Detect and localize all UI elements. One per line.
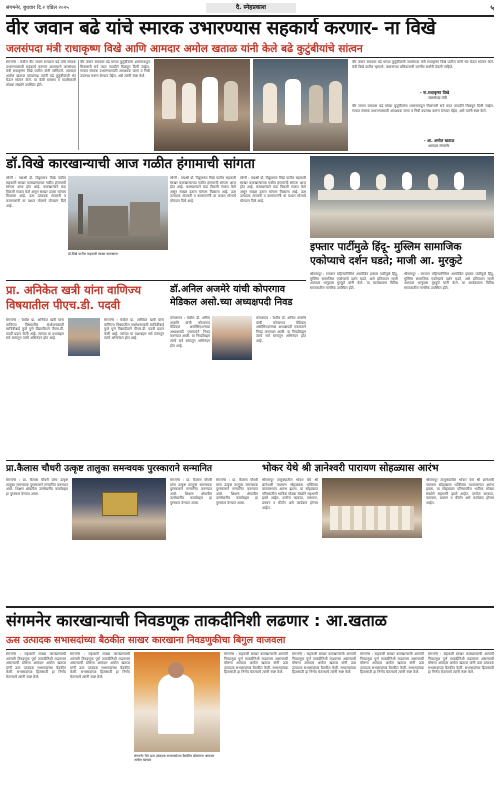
story8-caption: संगमनेर येथे ऊस उत्पादक सभासदांच्या बैठकीत बोलताना आमदार अमोल खताळ [134, 754, 215, 762]
story1-headline: वीर जवान बढे यांचे स्मारक उभारण्यास सहकार्य करणार- ना विखे [6, 18, 436, 39]
section-rule-1 [6, 153, 494, 154]
quote-role-2: आमदार संगमनेर [428, 144, 450, 148]
story3-body-col2: श्रीरामपूर : रमजान महिन्यानिमित्त आयोजित इफ्तार पार्टीमुळे हिंदू-मुस्लिम सामाजिक एकोप्याचे दर्शन घडते, असे प्रतिपादन माजी आमदार भानुदास मुरकुटे यांनी केले. या कार्यक्रमास विविध समाजातील नागरिक उपस्थित होते. [404, 272, 494, 290]
masthead [6, 3, 494, 14]
story8-body-col1: संगमनेर : सहकारी साखर कारखान्याची आगामी निवडणूक पूर्ण ताकदीनिशी लढवणार असल्याची घोषणा आमदार अमोल खताळ यांनी ऊस उत्पादक सभासदांच्या बैठकीत केली. सभासदांच्या हितासाठी हा निर्णय घेतल्याचे त्यांनी स्पष्ट केले. [6, 652, 66, 679]
story2-factory-photo [68, 176, 168, 250]
story6-body-col2: संगमनेर : प्रा. कैलास चौधरी यांना उत्कृष्ट तालुका समन्वयक पुरस्काराने सन्मानित करण्यात आले. शिक्षण क्षेत्रातील उल्लेखनीय कार्याबद्दल हा पुरस्कार देण्यात आला. [170, 478, 212, 505]
story2-headline: डॉ.विखे कारखान्याची आज गळीत हंगामाची सांगता [6, 156, 255, 172]
story7-body-col1: श्रीरामपूर तालुक्यातील भोकर येथे श्री ज्ञानेश्वरी पारायण सोहळ्यास भक्तिमय वातावरणात आरंभ झाला. या सोहळ्यात परिसरातील भाविक मोठ्या संख्येने सहभागी झाले आहेत. दररोज काकडा, पारायण, प्रवचन व कीर्तन असे कार्यक्रम होणार आहेत. [262, 478, 318, 510]
story8-headline: संगमनेर कारखान्याची निवडणूक ताकदीनिशी लढणार : आ.खताळ [6, 611, 387, 630]
story4-headline: प्रा. अनिकेत खत्री यांना वाणिज्य विषयातील पीएच.डी. पदवी [6, 283, 142, 312]
story8-body-col6: संगमनेर : सहकारी साखर कारखान्याची आगामी निवडणूक पूर्ण ताकदीनिशी लढवणार असल्याची घोषणा आमदार अमोल खताळ यांनी ऊस उत्पादक सभासदांच्या बैठकीत केली. सभासदांच्या हितासाठी हा निर्णय घेतल्याचे त्यांनी स्पष्ट केले. [428, 652, 494, 675]
masthead-rule [6, 15, 494, 17]
page-number: ५ [490, 4, 494, 12]
story5-portrait [212, 316, 252, 360]
story2-caption: डॉ.विखे पाटील सहकारी साखर कारखाना [68, 252, 118, 256]
story7-headline: भोकर येथे श्री ज्ञानेश्वरी पारायण सोहळ्यास आरंभ [262, 463, 439, 474]
story6-body-col3: संगमनेर : प्रा. कैलास चौधरी यांना उत्कृष्ट तालुका समन्वयक पुरस्काराने सन्मानित करण्यात आले. शिक्षण क्षेत्रातील उल्लेखनीय कार्याबद्दल हा पुरस्कार देण्यात आला. [216, 478, 258, 505]
section-rule-4 [6, 606, 494, 608]
story6-body-col1: संगमनेर : प्रा. कैलास चौधरी यांना उत्कृष्ट तालुका समन्वयक पुरस्काराने सन्मानित करण्यात आले. शिक्षण क्षेत्रातील उल्लेखनीय कार्याबद्दल हा पुरस्कार देण्यात आला. [6, 478, 68, 496]
story8-body-col4: संगमनेर : सहकारी साखर कारखान्याची आगामी निवडणूक पूर्ण ताकदीनिशी लढवणार असल्याची घोषणा आमदार अमोल खताळ यांनी ऊस उत्पादक सभासदांच्या बैठकीत केली. सभासदांच्या हितासाठी हा निर्णय घेतल्याचे त्यांनी स्पष्ट केले. [292, 652, 356, 675]
quote-author-1: - ना.राधाकृष्ण विखे [420, 90, 450, 95]
story4-body: संगमनेर : येथील प्रा. अनिकेत खत्री यांना वाणिज्य विषयातील संशोधनासाठी सावित्रीबाई फुले पुणे विद्यापीठाने पीएच.डी. पदवी प्रदान केली आहे. त्यांच्या या यशाबद्दल सर्व स्तरातून त्यांचे अभिनंदन होत आहे. [6, 318, 64, 341]
story1-rule [6, 57, 494, 58]
story1-body-col2: वीर जवान रामदास बढे यांच्या कुटुंबीयांना शासनाकडून मिळणारी सर्व मदत तातडीने मिळवून दिली जाईल. गावात स्मारक उभारण्यासाठी आवश्यक जागा व निधी उपलब्ध करून देण्यात येईल, असे त्यांनी स्पष्ट केले. [80, 60, 150, 78]
story1-photo-1 [154, 59, 250, 151]
story8-subhead: ऊस उत्पादक सभासदांच्या बैठकीत साखर कारखाना निवडणुकीचा बिगुल वाजवला [6, 635, 286, 646]
story4-portrait [68, 318, 100, 356]
story3-body-col1: श्रीरामपूर : रमजान महिन्यानिमित्त आयोजित इफ्तार पार्टीमुळे हिंदू-मुस्लिम सामाजिक एकोप्याचे दर्शन घडते, असे प्रतिपादन माजी आमदार भानुदास मुरकुटे यांनी केले. या कार्यक्रमास विविध समाजातील नागरिक उपस्थित होते. [310, 272, 398, 290]
story3-headline: इफ्तार पार्टीमुळे हिंदू- मुस्लिम सामाजिक एकोप्याचे दर्शन घडते; माजी आ. मुरकुटे [310, 241, 463, 267]
masthead-date: संगमनेर, बुधवार दि.२ एप्रिल २०२५ [6, 5, 69, 11]
story5-body-col1: कोपरगाव : येथील डॉ. अनिल अजमेरे यांची कोपरगाव मेडिकल असोसिएशनच्या अध्यक्षपदी एकमताने निवड करण्यात आली. या निवडीबद्दल त्यांचे सर्व स्तरातून अभिनंदन होत आहे. [170, 316, 210, 348]
story8-rule [6, 649, 494, 650]
story5-headline: डॉ.अनिल अजमेरे यांची कोपरगाव मेडिकल असो.च्या अध्यक्षपदी निवड [170, 284, 293, 308]
story5-body-col2: कोपरगाव : येथील डॉ. अनिल अजमेरे यांची कोपरगाव मेडिकल असोसिएशनच्या अध्यक्षपदी एकमताने निवड करण्यात आली. या निवडीबद्दल त्यांचे सर्व स्तरातून अभिनंदन होत आहे. [256, 316, 306, 343]
col-divider [78, 60, 79, 150]
story1-sidebar-2: वीर जवान रामदास बढे यांच्या कुटुंबीयांना शासनाकडून मिळणारी सर्व मदत तातडीने मिळवून दिली जाईल. गावात स्मारक उभारण्यासाठी आवश्यक जागा व निधी उपलब्ध करून देण्यात येईल, असे त्यांनी स्पष्ट केले. [352, 104, 494, 113]
story7-photo [322, 478, 422, 538]
story3-iftar-photo [310, 156, 494, 238]
story8-body-col2: संगमनेर : सहकारी साखर कारखान्याची आगामी निवडणूक पूर्ण ताकदीनिशी लढवणार असल्याची घोषणा आमदार अमोल खताळ यांनी ऊस उत्पादक सभासदांच्या बैठकीत केली. सभासदांच्या हितासाठी हा निर्णय घेतल्याचे त्यांनी स्पष्ट केले. [70, 652, 130, 679]
story8-body-col3: संगमनेर : सहकारी साखर कारखान्याची आगामी निवडणूक पूर्ण ताकदीनिशी लढवणार असल्याची घोषणा आमदार अमोल खताळ यांनी ऊस उत्पादक सभासदांच्या बैठकीत केली. सभासदांच्या हितासाठी हा निर्णय घेतल्याचे त्यांनी स्पष्ट केले. [224, 652, 288, 675]
story7-body-col2: श्रीरामपूर तालुक्यातील भोकर येथे श्री ज्ञानेश्वरी पारायण सोहळ्यास भक्तिमय वातावरणात आरंभ झाला. या सोहळ्यात परिसरातील भाविक मोठ्या संख्येने सहभागी झाले आहेत. दररोज काकडा, पारायण, प्रवचन व कीर्तन असे कार्यक्रम होणार आहेत. [426, 478, 494, 505]
story8-photo [134, 652, 220, 752]
story4-body-col2: संगमनेर : येथील प्रा. अनिकेत खत्री यांना वाणिज्य विषयातील संशोधनासाठी सावित्रीबाई फुले पुणे विद्यापीठाने पीएच.डी. पदवी प्रदान केली आहे. त्यांच्या या यशाबद्दल सर्व स्तरातून त्यांचे अभिनंदन होत आहे. [104, 318, 164, 341]
quote-role-1: जलसंपदा मंत्री [428, 96, 447, 100]
story2-body-col3: लोणी : पद्मश्री डॉ. विठ्ठलराव विखे पाटील सहकारी साखर कारखान्याच्या गळीत हंगामाची सांगता आज होत आहे. कारखान्याने यंदा विक्रमी गाळप केले असून साखर उतारा चांगला मिळाला आहे. ऊस उत्पादक शेतकरी व कामगारांनी या यशात मोलाचे योगदान दिले आहे. [240, 176, 306, 203]
story6-award-photo [72, 478, 166, 540]
story2-body-col1: लोणी : पद्मश्री डॉ. विठ्ठलराव विखे पाटील सहकारी साखर कारखान्याच्या गळीत हंगामाची सांगता आज होत आहे. कारखान्याने यंदा विक्रमी गाळप केले असून साखर उतारा चांगला मिळाला आहे. ऊस उत्पादक शेतकरी व कामगारांनी या यशात मोलाचे योगदान दिले आहे. [6, 176, 66, 208]
story1-sidebar: वीर जवान रामदास बढे यांच्या कुटुंबीयांची जलसंपदा मंत्री राधाकृष्ण विखे पाटील यांनी भेट घेऊन सांत्वन केले. मंत्री विखे पाटील म्हणाले, जवानांच्या बलिदानाची जाणीव सर्वांनी ठेवली पाहिजे. [352, 60, 494, 69]
story6-headline: प्रा.कैलास चौधरी उत्कृष्ट तालुका समन्वयक पुरस्काराने सन्मानित [6, 464, 212, 474]
section-rule-2 [6, 280, 306, 281]
section-rule-3 [6, 460, 494, 461]
story2-body-col2: लोणी : पद्मश्री डॉ. विठ्ठलराव विखे पाटील सहकारी साखर कारखान्याच्या गळीत हंगामाची सांगता आज होत आहे. कारखान्याने यंदा विक्रमी गाळप केले असून साखर उतारा चांगला मिळाला आहे. ऊस उत्पादक शेतकरी व कामगारांनी या यशात मोलाचे योगदान दिले आहे. [170, 176, 236, 203]
story8-body-col5: संगमनेर : सहकारी साखर कारखान्याची आगामी निवडणूक पूर्ण ताकदीनिशी लढवणार असल्याची घोषणा आमदार अमोल खताळ यांनी ऊस उत्पादक सभासदांच्या बैठकीत केली. सभासदांच्या हितासाठी हा निर्णय घेतल्याचे त्यांनी स्पष्ट केले. [360, 652, 424, 675]
story1-subhead: जलसंपदा मंत्री राधाकृष्ण विखे आणि आमदार अमोल खताळ यांनी केले बढे कुटुंबीयांचे सांत्वन [6, 43, 363, 55]
masthead-title: दै. स्नेहप्रकाश [206, 3, 296, 13]
story1-body-col1: संगमनेर : येथील वीर जवान रामदास बढे यांचे स्मारक उभारण्यासाठी सहकार्य करणार असल्याचे जलसंपदा मंत्री राधाकृष्ण विखे पाटील यांनी सांगितले. आमदार अमोल खताळ यांच्यासह त्यांनी बढे कुटुंबीयांची भेट घेऊन सांत्वन केले. या वेळी ग्रामस्थ व पदाधिकारी मोठ्या संख्येने उपस्थित होते. [6, 60, 76, 87]
story1-photo-2 [253, 59, 348, 151]
quote-author-2: - आ. अमोल खताळ [424, 138, 455, 143]
